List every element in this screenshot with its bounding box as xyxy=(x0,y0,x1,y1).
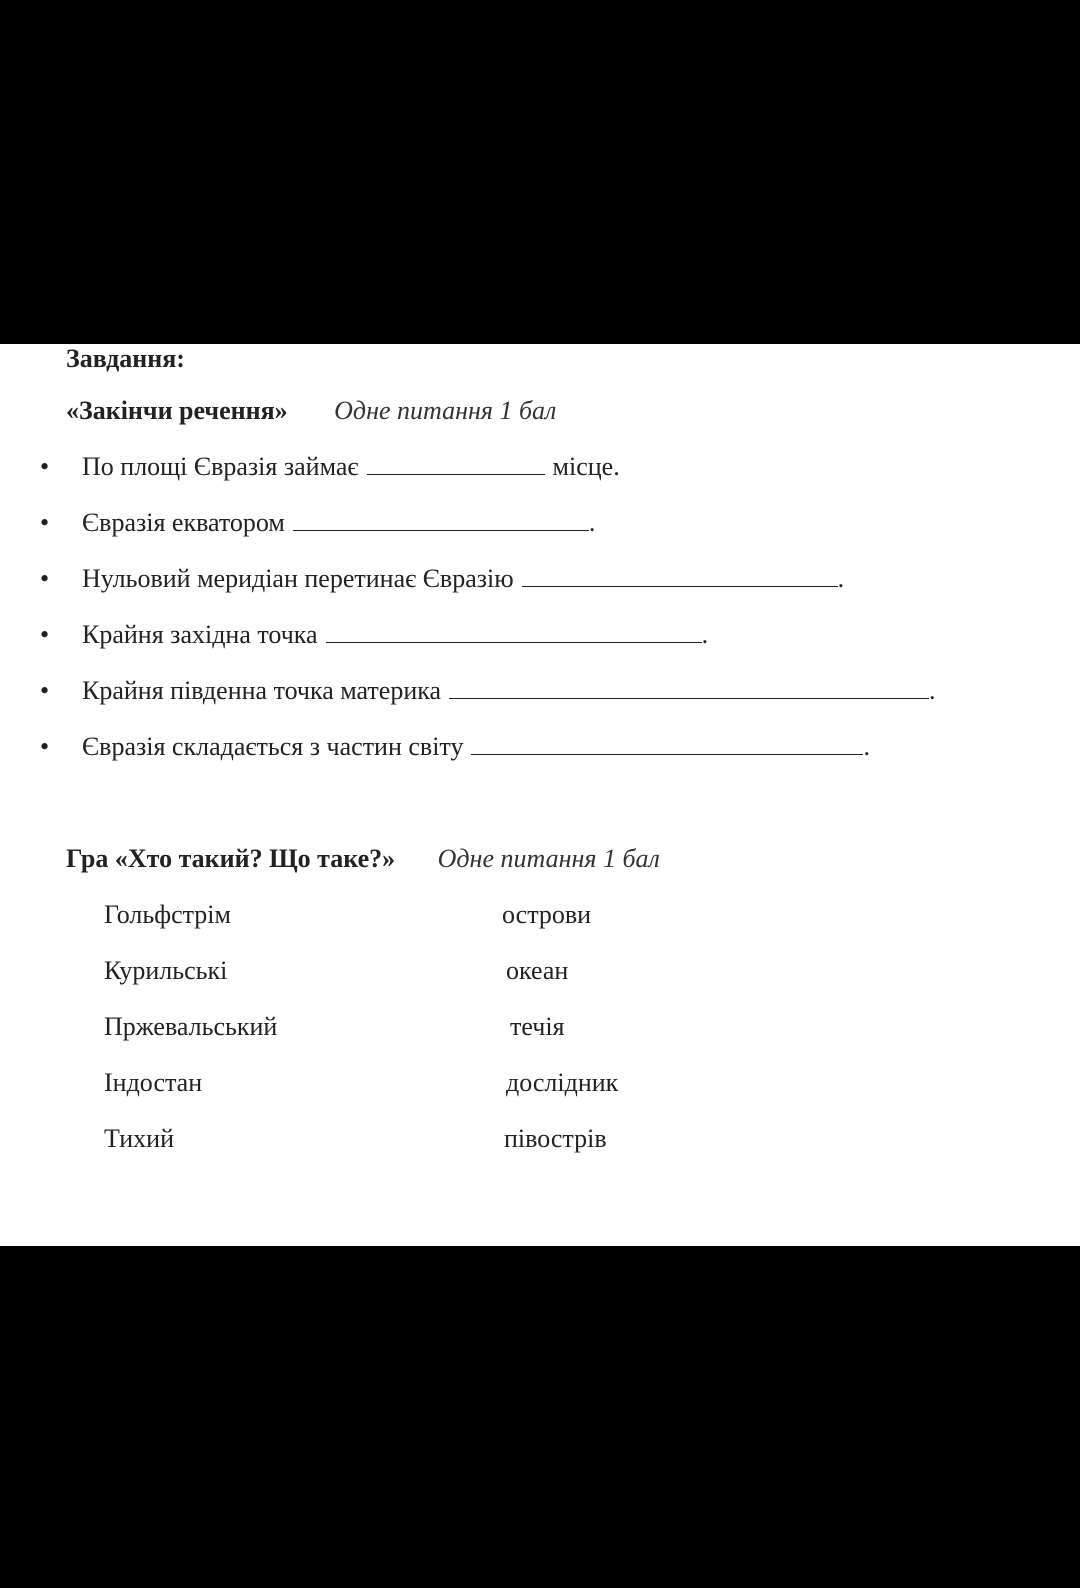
sentence-text: Євразія екватором xyxy=(82,508,285,537)
game-term[interactable]: Тихий xyxy=(104,1124,174,1153)
answer-blank[interactable] xyxy=(367,452,545,475)
game-definition[interactable]: океан xyxy=(506,956,569,985)
sentence-text: Крайня південна точка материка xyxy=(82,676,442,705)
section-game-title: Гра «Хто такий? Що таке?» xyxy=(66,844,396,873)
section-game-note: Одне питання 1 бал xyxy=(437,844,660,873)
answer-blank[interactable] xyxy=(449,676,929,699)
section-finish-sentence-title: «Закінчи речення» xyxy=(66,396,288,425)
bullet-icon: • xyxy=(40,676,50,705)
sentence-text: По площі Євразія займає xyxy=(82,452,359,481)
game-definition[interactable]: півострів xyxy=(504,1124,607,1153)
sentence-ending: . xyxy=(588,508,596,537)
answer-blank[interactable] xyxy=(293,508,589,531)
bullet-icon: • xyxy=(40,620,50,649)
answer-blank[interactable] xyxy=(471,732,863,755)
game-term[interactable]: Пржевальський xyxy=(104,1012,278,1041)
sentence-ending: місце. xyxy=(552,452,620,481)
bullet-icon: • xyxy=(40,508,50,537)
sentence-text: Євразія складається з частин світу xyxy=(82,732,464,761)
game-definition[interactable]: течія xyxy=(510,1012,565,1041)
game-term[interactable]: Індостан xyxy=(104,1068,203,1097)
game-term[interactable]: Курильські xyxy=(104,956,228,985)
worksheet-page xyxy=(0,344,1080,1246)
bullet-icon: • xyxy=(40,452,50,481)
bullet-icon: • xyxy=(40,564,50,593)
sentence-text: Нульовий меридіан перетинає Євразію xyxy=(82,564,514,593)
section-game-header xyxy=(66,844,660,874)
bullet-icon: • xyxy=(40,732,50,761)
sentence-ending: . xyxy=(837,564,845,593)
sentence-ending: . xyxy=(929,676,936,705)
answer-blank[interactable] xyxy=(326,620,702,643)
game-definition[interactable]: острови xyxy=(502,900,592,929)
section-finish-sentence-note: Одне питання 1 бал xyxy=(334,396,557,425)
sentence-ending: . xyxy=(701,620,709,649)
answer-blank[interactable] xyxy=(522,564,838,587)
game-term[interactable]: Гольфстрім xyxy=(104,900,231,929)
sentence-ending: . xyxy=(863,732,870,761)
task-title: Завдання: xyxy=(66,344,185,373)
sentence-text: Крайня західна точка xyxy=(82,620,318,649)
section-finish-sentence-header xyxy=(66,396,556,426)
game-definition[interactable]: дослідник xyxy=(506,1068,619,1097)
